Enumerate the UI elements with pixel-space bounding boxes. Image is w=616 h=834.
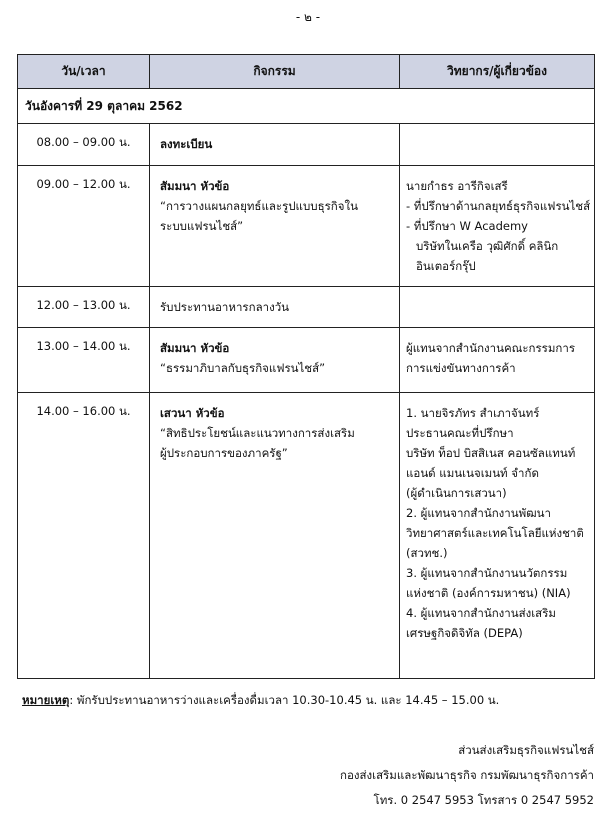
speaker-line: 1. นายจิรภัทร สำเภาจันทร์ xyxy=(406,406,540,420)
time-cell: 14.00 – 16.00 น. xyxy=(18,393,150,679)
speaker-line: ประธานคณะที่ปรึกษา xyxy=(406,426,514,440)
time-cell: 09.00 – 12.00 น. xyxy=(18,166,150,287)
time-cell: 12.00 – 13.00 น. xyxy=(18,287,150,328)
footer-department: ส่วนส่งเสริมธุรกิจแฟรนไชส์ xyxy=(458,743,594,757)
time-cell: 08.00 – 09.00 น. xyxy=(18,124,150,166)
activity-line: รับประทานอาหารกลางวัน xyxy=(160,300,290,314)
table-row xyxy=(18,124,595,166)
speaker-line: บริษัทในเครือ วุฒิศักดิ์ คลินิก xyxy=(416,239,559,253)
speaker-line: บริษัท ท็อป บิสสิเนส คอนซัลแทนท์ xyxy=(406,446,576,460)
speaker-cell xyxy=(400,124,595,166)
activity-line: สัมมนา หัวข้อ xyxy=(160,179,230,193)
activity-line: “การวางแผนกลยุทธ์และรูปแบบธุรกิจใน xyxy=(160,199,358,213)
activity-line: ผู้ประกอบการของภาครัฐ” xyxy=(160,446,288,460)
footer-contact: โทร. 0 2547 5953 โทรสาร 0 2547 5952 xyxy=(373,793,594,807)
speaker-line: - ที่ปรึกษา W Academy xyxy=(406,219,528,233)
activity-line: ลงทะเบียน xyxy=(160,137,213,151)
table-row xyxy=(18,393,595,679)
header-speaker: วิทยากร/ผู้เกี่ยวข้อง xyxy=(400,55,595,89)
speaker-line: 2. ผู้แทนจากสำนักงานพัฒนา xyxy=(406,506,551,520)
speaker-line: ผู้แทนจากสำนักงานคณะกรรมการ xyxy=(406,341,576,355)
activity-line: ระบบแฟรนไชส์” xyxy=(160,219,244,233)
speaker-line: วิทยาศาสตร์และเทคโนโลยีแห่งชาติ xyxy=(406,526,584,540)
speaker-cell xyxy=(400,393,595,679)
activity-line: “สิทธิประโยชน์และแนวทางการส่งเสริม xyxy=(160,426,355,440)
day-label: วันอังคารที่ 29 ตุลาคม 2562 xyxy=(18,89,595,124)
table-row xyxy=(18,287,595,328)
note xyxy=(22,692,499,710)
activity-cell xyxy=(150,166,400,287)
table-row xyxy=(18,328,595,393)
table-row xyxy=(18,166,595,287)
speaker-cell xyxy=(400,166,595,287)
activity-cell xyxy=(150,287,400,328)
speaker-line: เศรษฐกิจดิจิทัล (DEPA) xyxy=(406,626,523,640)
speaker-line: การแข่งขันทางการค้า xyxy=(406,361,516,375)
table-header-row xyxy=(18,55,595,89)
speaker-line: นายกำธร อารีกิจเสรี xyxy=(406,179,508,193)
speaker-line: (ผู้ดำเนินการเสวนา) xyxy=(406,486,507,500)
activity-cell xyxy=(150,328,400,393)
activity-line: “ธรรมาภิบาลกับธุรกิจแฟรนไชส์” xyxy=(160,361,326,375)
footer-division: กองส่งเสริมและพัฒนาธุรกิจ กรมพัฒนาธุรกิจการค้า xyxy=(340,768,594,782)
activity-cell xyxy=(150,124,400,166)
speaker-line: แอนด์ แมนเนจเมนท์ จำกัด xyxy=(406,466,539,480)
schedule-table xyxy=(17,54,595,679)
header-date-time: วัน/เวลา xyxy=(18,55,150,89)
header-activity: กิจกรรม xyxy=(150,55,400,89)
day-row xyxy=(18,89,595,124)
speaker-line: 4. ผู้แทนจากสำนักงานส่งเสริม xyxy=(406,606,556,620)
footer xyxy=(340,738,594,813)
speaker-line: - ที่ปรึกษาด้านกลยุทธ์ธุรกิจแฟรนไชส์ xyxy=(406,199,591,213)
page-number: - ๒ - xyxy=(295,10,321,24)
note-text: : พักรับประทานอาหารว่างและเครื่องดื่มเวลา 10.30-10.45 น. และ 14.45 – 15.00 น. xyxy=(69,693,500,707)
activity-line: เสวนา หัวข้อ xyxy=(160,406,225,420)
note-label: หมายเหตุ xyxy=(22,693,70,707)
speaker-line: อินเตอร์กรุ๊ป xyxy=(416,259,476,273)
speaker-cell xyxy=(400,287,595,328)
activity-line: สัมมนา หัวข้อ xyxy=(160,341,230,355)
speaker-cell xyxy=(400,328,595,393)
time-cell: 13.00 – 14.00 น. xyxy=(18,328,150,393)
activity-cell xyxy=(150,393,400,679)
speaker-line: 3. ผู้แทนจากสำนักงานนวัตกรรม xyxy=(406,566,568,580)
speaker-line: (สวทช.) xyxy=(406,546,448,560)
speaker-line: แห่งชาติ (องค์การมหาชน) (NIA) xyxy=(406,586,571,600)
